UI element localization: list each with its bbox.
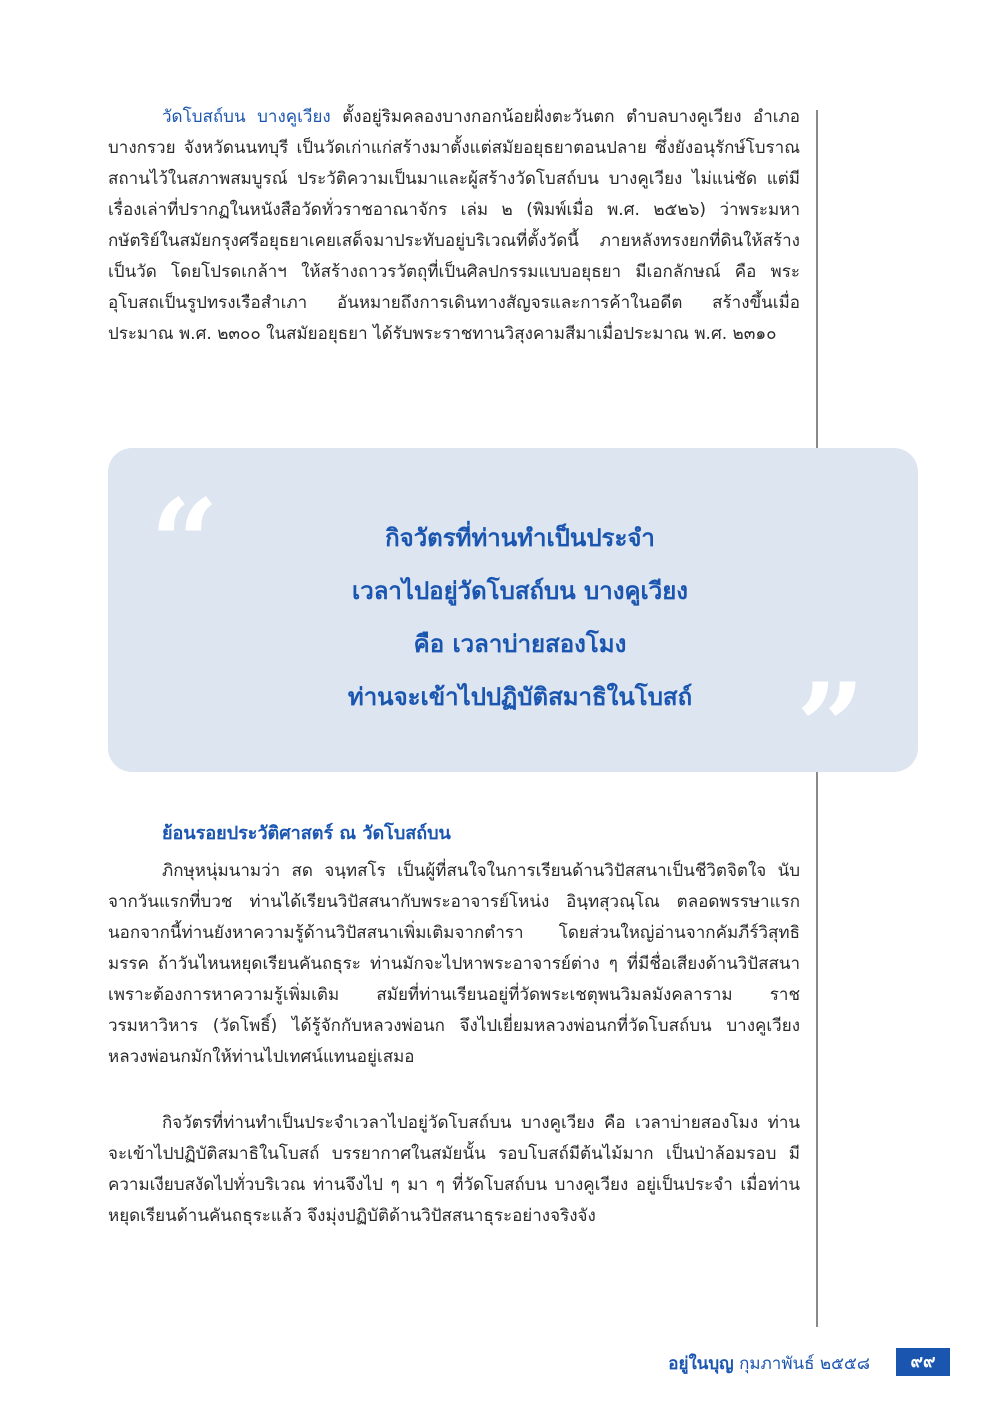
pull-quote-line: กิจวัตรที่ท่านทำเป็นประจำ: [385, 524, 655, 552]
page-number: ๙๙: [896, 1348, 950, 1376]
body-paragraph: ภิกษุหนุ่มนามว่า สด จนฺทสโร เป็นผู้ที่สนใจในการเรียนด้านวิปัสสนาเป็นชีวิตจิตใจ นับจากวันแรกที่บวช ท่านได้เรียนวิปัสสนากับพระอาจารย์โหน่ง อินฺทสุวณฺโณ ตลอดพรรษาแรก นอกจากนี้ท่านยังหาความรู้ด้านวิปัสสนาเพิ่มเติมจากตำรา โดยส่วนใหญ่อ่านจากคัมภีร์วิสุทธิมรรค ถ้าวันไหนหยุดเรียนคันถธุระ ท่านมักจะไปหาพระอาจารย์ต่าง ๆ ที่มีชื่อเสียงด้านวิปัสสนา เพราะต้องการหาความรู้เพิ่มเติม สมัยที่ท่านเรียนอยู่ที่วัดพระเชตุพนวิมลมังคลาราม ราชวรมหาวิหาร (วัดโพธิ์) ได้รู้จักกับหลวงพ่อนก จึงไปเยี่ยมหลวงพ่อนกที่วัดโบสถ์บน บางคูเวียง หลวงพ่อนกมักให้ท่านไปเทศน์แทนอยู่เสมอ: [108, 861, 800, 1067]
column-rule-bottom: [816, 772, 818, 1327]
footer-title: [668, 1350, 870, 1377]
intro-lead: วัดโบสถ์บน บางคูเวียง: [162, 107, 331, 127]
intro-paragraph: [108, 102, 800, 350]
section-heading: ย้อนรอยประวัติศาสตร์ ณ วัดโบสถ์บน: [162, 823, 451, 844]
pull-quote-line: คือ เวลาบ่ายสองโมง: [413, 630, 627, 658]
page-footer: [620, 1348, 950, 1376]
publication-name: อยู่ในบุญ: [668, 1354, 734, 1374]
pull-quote-line: เวลาไปอยู่วัดโบสถ์บน บางคูเวียง: [352, 577, 688, 605]
pull-quote-line: ท่านจะเข้าไปปฏิบัติสมาธิในโบสถ์: [347, 683, 693, 711]
issue-date: กุมภาพันธ์ ๒๕๕๘: [739, 1354, 870, 1374]
column-rule-top: [816, 110, 818, 448]
body-paragraph: กิจวัตรที่ท่านทำเป็นประจำเวลาไปอยู่วัดโบสถ์บน บางคูเวียง คือ เวลาบ่ายสองโมง ท่านจะเข้าไปปฏิบัติสมาธิในโบสถ์ บรรยากาศในสมัยนั้น รอบโบสถ์มีต้นไม้มาก เป็นป่าล้อมรอบ มีความเงียบสงัดไปทั่วบริเวณ ท่านจึงไป ๆ มา ๆ ที่วัดโบสถ์บน บางคูเวียง อยู่เป็นประจำ เมื่อท่านหยุดเรียนด้านคันถธุระแล้ว จึงมุ่งปฏิบัติด้านวิปัสสนาธุระอย่างจริงจัง: [108, 1113, 800, 1226]
intro-body: ตั้งอยู่ริมคลองบางกอกน้อยฝั่งตะวันตก ตำบลบางคูเวียง อำเภอบางกรวย จังหวัดนนทบุรี เป็นวัดเก่าแก่สร้างมาตั้งแต่สมัยอยุธยาตอนปลาย ซึ่งยังอนุรักษ์โบราณสถานไว้ในสภาพสมบูรณ์ ประวัติความเป็นมาและผู้สร้างวัดโบสถ์บน บางคูเวียง ไม่แน่ชัด แต่มีเรื่องเล่าที่ปรากฏในหนังสือวัดทั่วราชอาณาจักร เล่ม ๒ (พิมพ์เมื่อ พ.ศ. ๒๕๒๖) ว่าพระมหากษัตริย์ในสมัยกรุงศรีอยุธยาเคยเสด็จมาประทับอยู่บริเวณที่ตั้งวัดนี้ ภายหลังทรงยกที่ดินให้สร้างเป็นวัด โดยโปรดเกล้าฯ ให้สร้างถาวรวัตถุที่เป็นศิลปกรรมแบบอยุธยา มีเอกลักษณ์ คือ พระอุโบสถเป็นรูปทรงเรือสำเภา อันหมายถึงการเดินทางสัญจรและการค้าในอดีต สร้างขึ้นเมื่อประมาณ พ.ศ. ๒๓๐๐ ในสมัยอยุธยา ได้รับพระราชทานวิสุงคามสีมาเมื่อประมาณ พ.ศ. ๒๓๑๐: [108, 107, 800, 344]
close-quote-icon: ”: [796, 657, 866, 798]
pull-quote: [260, 512, 780, 724]
open-quote-icon: “: [150, 473, 220, 614]
